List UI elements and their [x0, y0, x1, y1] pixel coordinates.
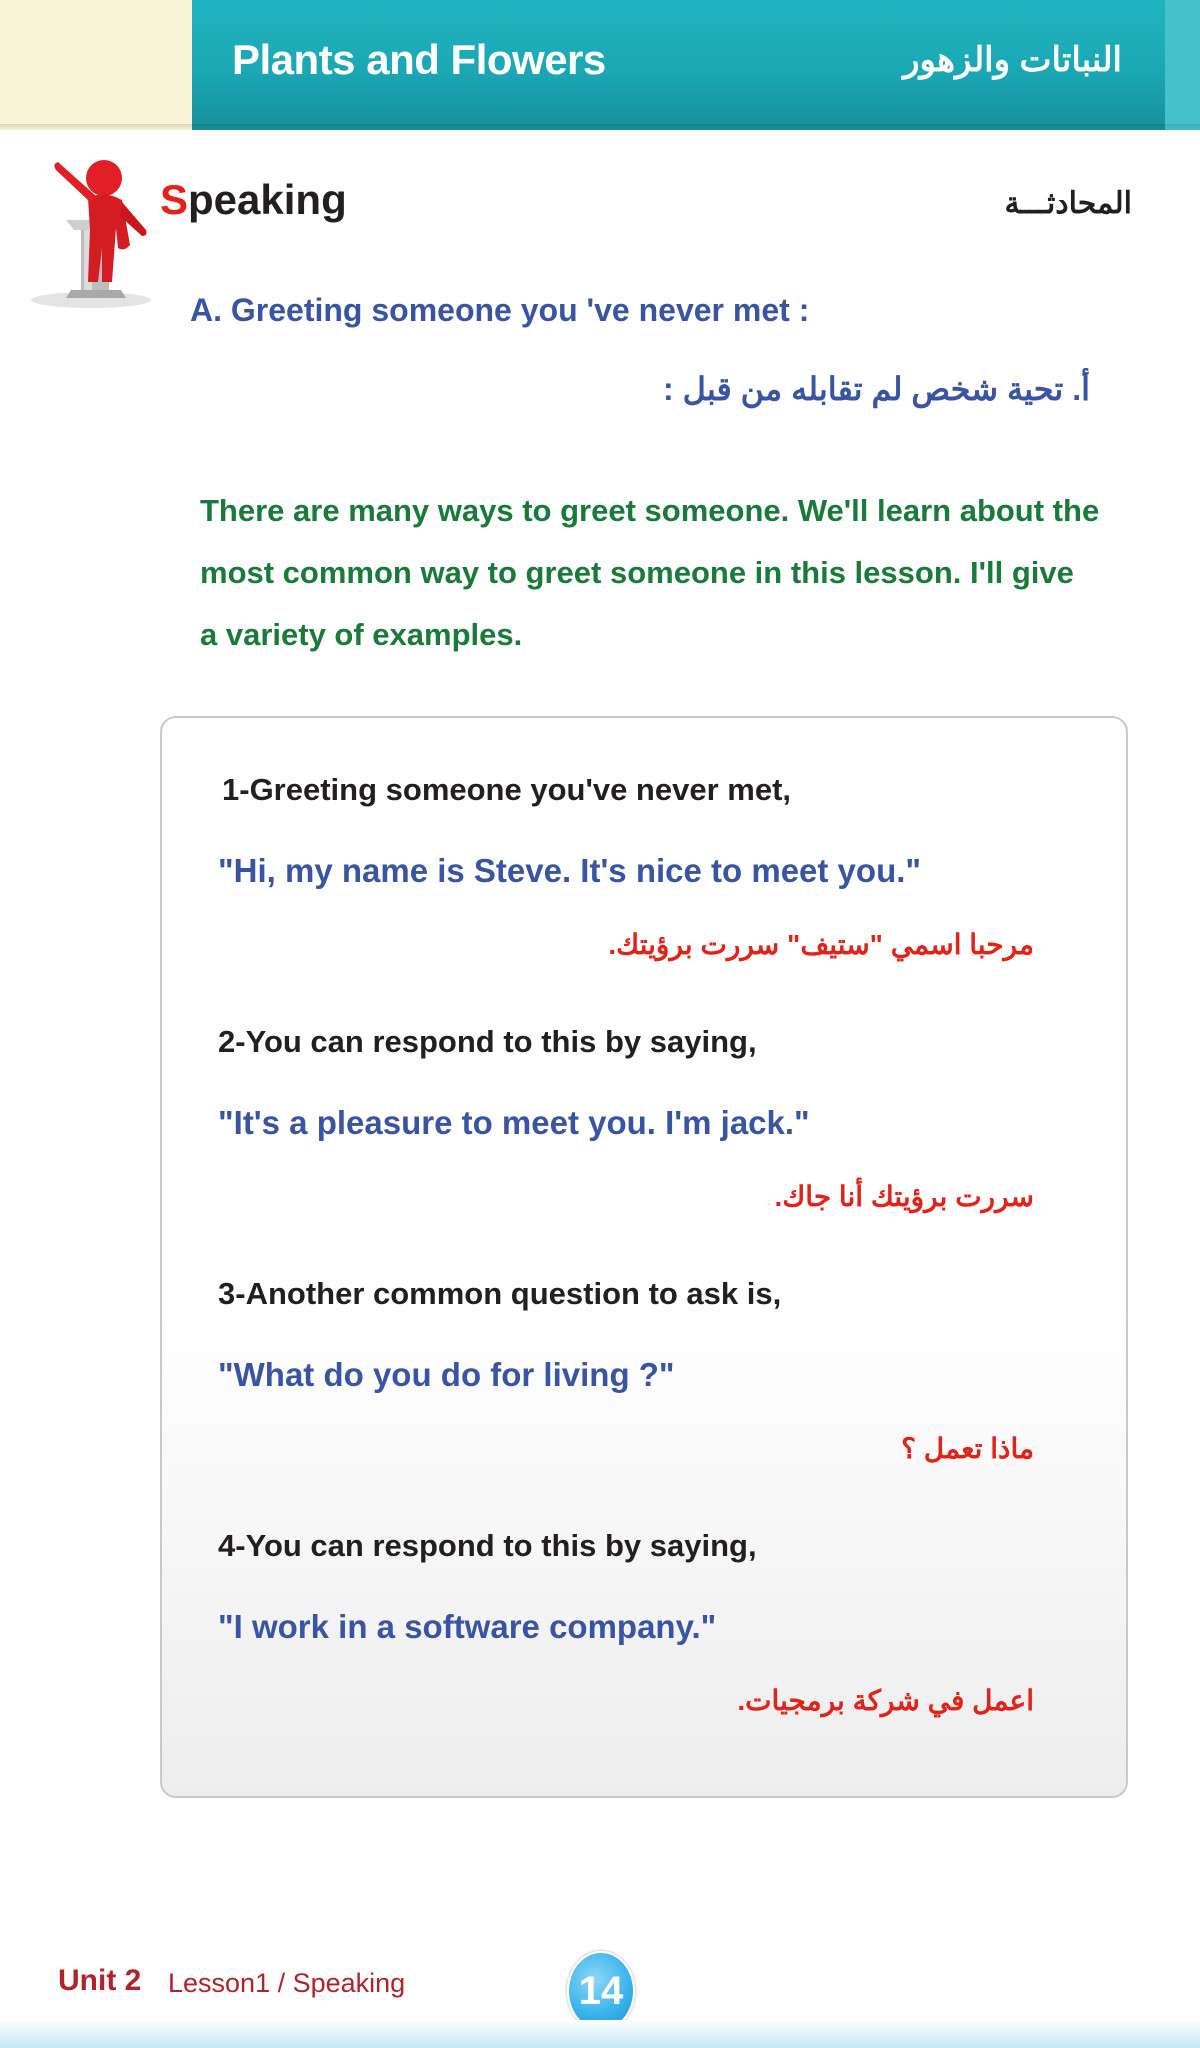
section-title-ar: المحادثـــة	[1004, 187, 1132, 220]
intro-paragraph	[200, 480, 1100, 666]
item-heading: 3-Another common question to ask is,	[218, 1276, 782, 1311]
page-header	[0, 0, 1200, 130]
dialogue-box	[160, 716, 1128, 1798]
item-quote: "I work in a software company."	[218, 1608, 717, 1645]
footer-lesson: Lesson1 / Speaking	[168, 1968, 406, 1998]
item-heading: 4-You can respond to this by saying,	[218, 1528, 757, 1563]
footer-unit: Unit 2	[58, 1964, 142, 1997]
item-arabic: مرحبا اسمي "ستيف" سررت برؤيتك.	[608, 929, 1034, 960]
section-title-initial: S	[160, 176, 189, 223]
footer-band	[0, 2020, 1200, 2048]
page-number: 14	[567, 1951, 635, 2031]
header-cream-block	[0, 0, 192, 130]
item-arabic: سررت برؤيتك أنا جاك.	[774, 1181, 1034, 1212]
item-quote: "It's a pleasure to meet you. I'm jack."	[218, 1104, 810, 1141]
header-teal-edge	[1165, 0, 1200, 130]
header-title-en: Plants and Flowers	[232, 36, 606, 83]
item-arabic: اعمل في شركة برمجيات.	[737, 1685, 1034, 1716]
header-title-ar: النباتات والزهور	[903, 41, 1122, 79]
intro-line: There are many ways to greet someone. We'll learn about the	[200, 493, 1100, 528]
item-heading: 2-You can respond to this by saying,	[218, 1024, 757, 1059]
item-quote: "What do you do for living ?"	[218, 1356, 675, 1393]
speaker-at-podium-icon	[26, 150, 156, 310]
intro-line: a variety of examples.	[200, 617, 523, 652]
section-title	[160, 176, 347, 224]
item-heading: 1-Greeting someone you've never met,	[222, 772, 792, 807]
item-arabic: ماذا تعمل ؟	[901, 1433, 1034, 1464]
section-title-rest: peaking	[188, 176, 347, 223]
item-quote: "Hi, my name is Steve. It's nice to meet you."	[218, 852, 922, 889]
subheading-ar: أ. تحية شخص لم تقابله من قبل :	[663, 371, 1090, 407]
header-shadow	[0, 124, 1200, 130]
subheading-en: A. Greeting someone you 've never met :	[190, 292, 810, 328]
intro-line: most common way to greet someone in this lesson. I'll give	[200, 555, 1074, 590]
